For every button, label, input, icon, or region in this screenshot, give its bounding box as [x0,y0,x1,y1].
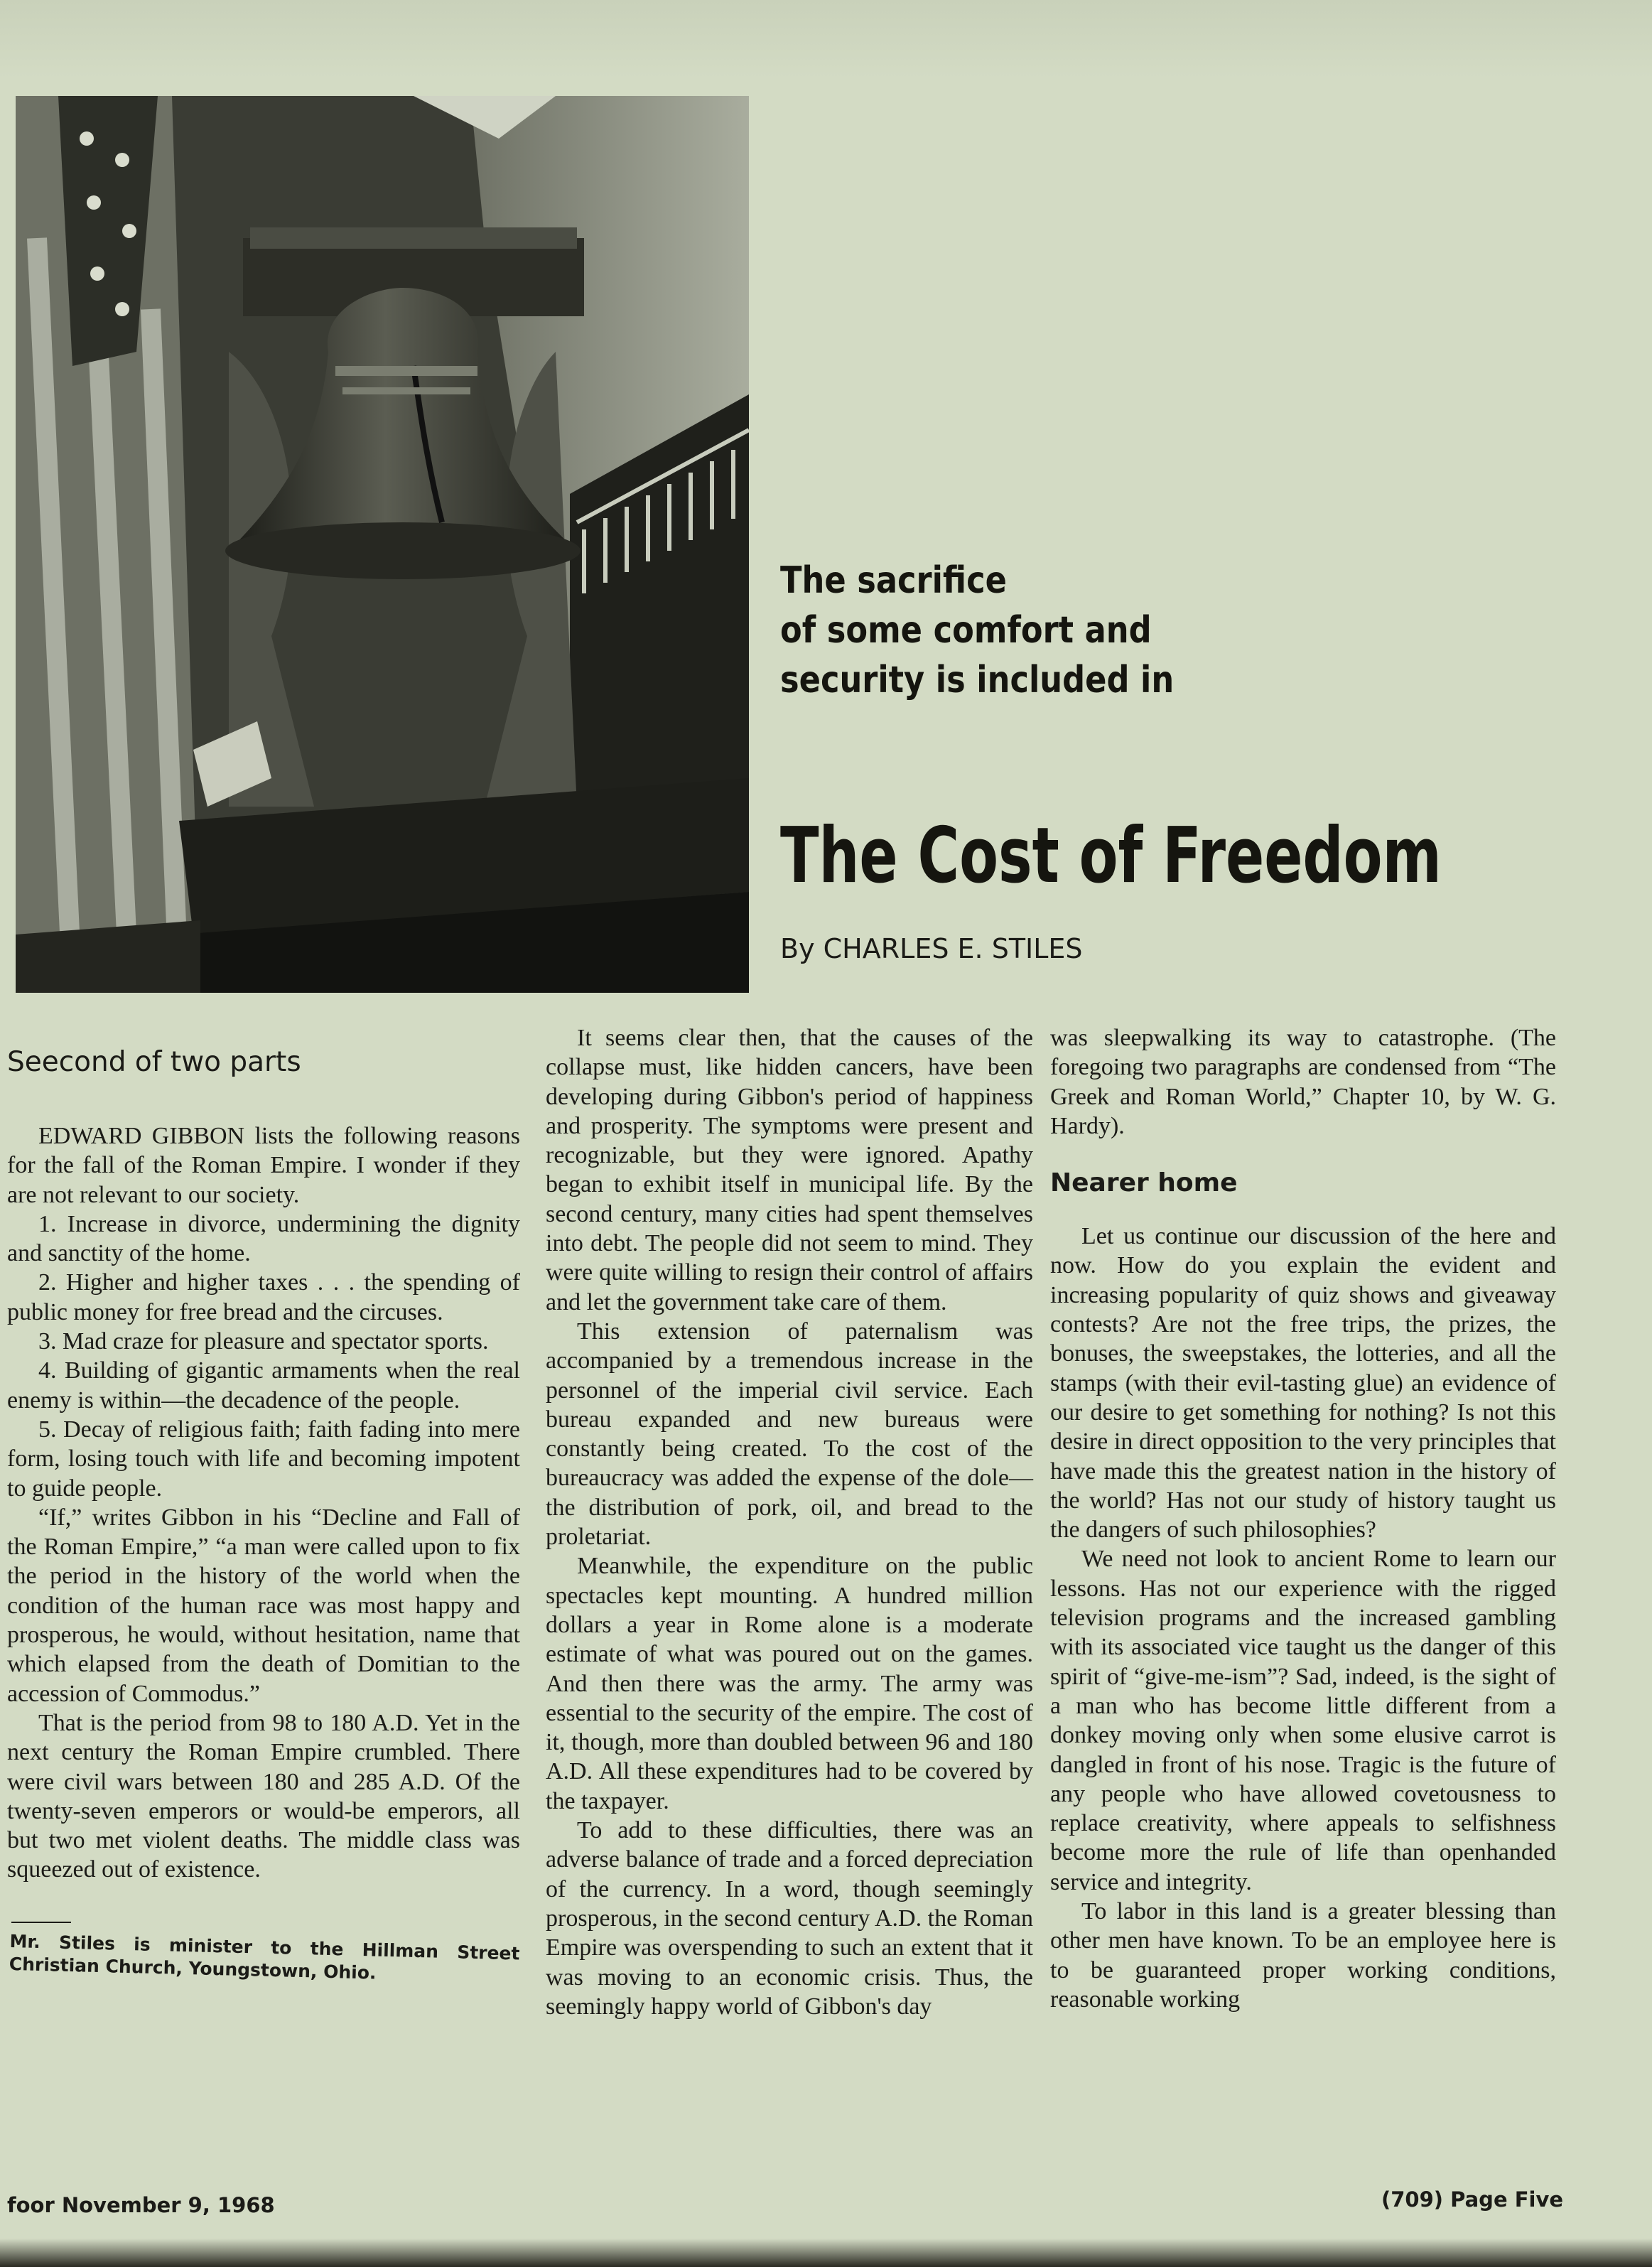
footnote-divider [11,1922,71,1923]
page-bottom-edge [0,2239,1652,2267]
paragraph: We need not look to ancient Rome to learn our lessons. Has not our experience with the rigged television programs and the increased gambling with its associated vice taught us the danger of this spirit of “give-me-ism”? Sad, indeed, is the sight of a man who has become little different from a donkey moving only when some elusive carrot is dangled in front of his nose. Tragic is the future of any people who have allowed covetousness to replace creativity, where appeals to selfishness become more the rule of life than openhanded service and integrity. [1050,1546,1556,1895]
footer-page-number: (709) Page Five [1381,2187,1564,2212]
paragraph: 2. Higher and higher taxes . . . the spending of public money for free bread and the circuses. [7,1269,520,1325]
column-2 [546,1023,1033,2021]
paragraph: To add to these difficulties, there was an adverse balance of trade and a forced depreciation of the currency. In a word, though seemingly prosperous, in the second century A.D. the Roman Empire was overspending to such an extent that it was moving to an economic crisis. Thus, the seemingly happy world of Gibbon's day [546,1817,1033,2020]
kicker-line: The sacrifice [780,559,1007,602]
column-3 [1050,1023,1556,2014]
paragraph: This extension of paternalism was accompanied by a tremendous increase in the personnel of the imperial civil service. Each bureau expanded and new bureaus were constantly being created. To the cost of the bureaucracy was added the expense of the dole—the distribution of pork, oil, and bread to the proletariat. [546,1318,1033,1551]
paragraph: 4. Building of gigantic armaments when the real enemy is within—the decadence of the people. [7,1357,520,1413]
byline: By CHARLES E. STILES [780,933,1083,964]
paragraph: Let us continue our discussion of the here and now. How do you explain the evident and increasing popularity of quiz shows and giveaway contests? Are not the free trips, the prizes, the bonuses, the sweepstakes, the lotteries, and all the stamps (with their evil-tasting glue) an evidence of our desire to get something for nothing? Is not this desire in direct opposition to the very principles that have made this the greatest nation in the history of the world? Has not our study of history taught us the dangers of such philosophies? [1050,1223,1556,1544]
author-footnote: Mr. Stiles is minister to the Hillman Street Christian Church, Youngstown, Ohio. [9,1930,520,1983]
headline-kicker [780,556,1175,705]
paragraph: That is the period from 98 to 180 A.D. Yet in the next century the Roman Empire crumbled. There were civil wars between 180 and 285 A.D. Of the twenty-seven emperors or would-be emperors, all but two met violent deaths. The middle class was squeezed out of existence. [7,1709,520,1883]
kicker-line: of some comfort and [780,609,1152,652]
section-label: Seecond of two parts [7,1046,301,1078]
paragraph: 1. Increase in divorce, undermining the dignity and sanctity of the home. [7,1210,520,1267]
liberty-bell-photo [16,96,749,993]
paragraph: It seems clear then, that the causes of the collapse must, like hidden cancers, have been developing during Gibbon's period of happiness and prosperity. The symptoms were present and recognizable, but they were ignored. Apathy began to exhibit itself in municipal life. By the second century, many cities had spent themselves into debt. The people did not seem to mind. They were quite willing to resign their control of affairs and let the government take care of them. [546,1025,1033,1315]
footer-date: foor November 9, 1968 [7,2193,275,2217]
paragraph: 3. Mad craze for pleasure and spectator sports. [38,1328,489,1355]
column-1 [7,1023,520,1983]
paragraph: To labor in this land is a greater blessing than other men have known. To be an employee here is to be guaranteed proper working conditions, reasonable working [1050,1898,1556,2013]
kicker-line: security is included in [780,659,1175,701]
paragraph: Meanwhile, the expenditure on the public spectacles kept mounting. A hundred million dollars a year in Rome alone is a moderate estimate of what was poured out on the games. And then there was the army. The army was essential to the security of the empire. The cost of it, though, more than doubled between 96 and 180 A.D. All these expenditures had to be covered by the taxpayer. [546,1553,1033,1814]
paragraph: “If,” writes Gibbon in his “Decline and Fall of the Roman Empire,” “a man were called upon to fix the period in the history of the world when the condition of the human race was most happy and prosperous, he would, without hesitation, name that which elapsed from the death of Domitian to the accession of Commodus.” [7,1504,520,1707]
subhead-nearer-home: Nearer home [1050,1168,1238,1198]
paragraph: 5. Decay of religious faith; faith fading into mere form, losing touch with life and becoming impotent to guide people. [7,1416,520,1502]
paragraph: EDWARD GIBBON lists the following reasons for the fall of the Roman Empire. I wonder if they are not relevant to our society. [7,1123,520,1208]
article-title: The Cost of Freedom [780,812,1442,900]
page-top-margin [0,0,1652,78]
paragraph: was sleepwalking its way to catastrophe. (The foregoing two paragraphs are condensed from “The Greek and Roman World,” Chapter 10, by W. G. Hardy). [1050,1025,1556,1139]
